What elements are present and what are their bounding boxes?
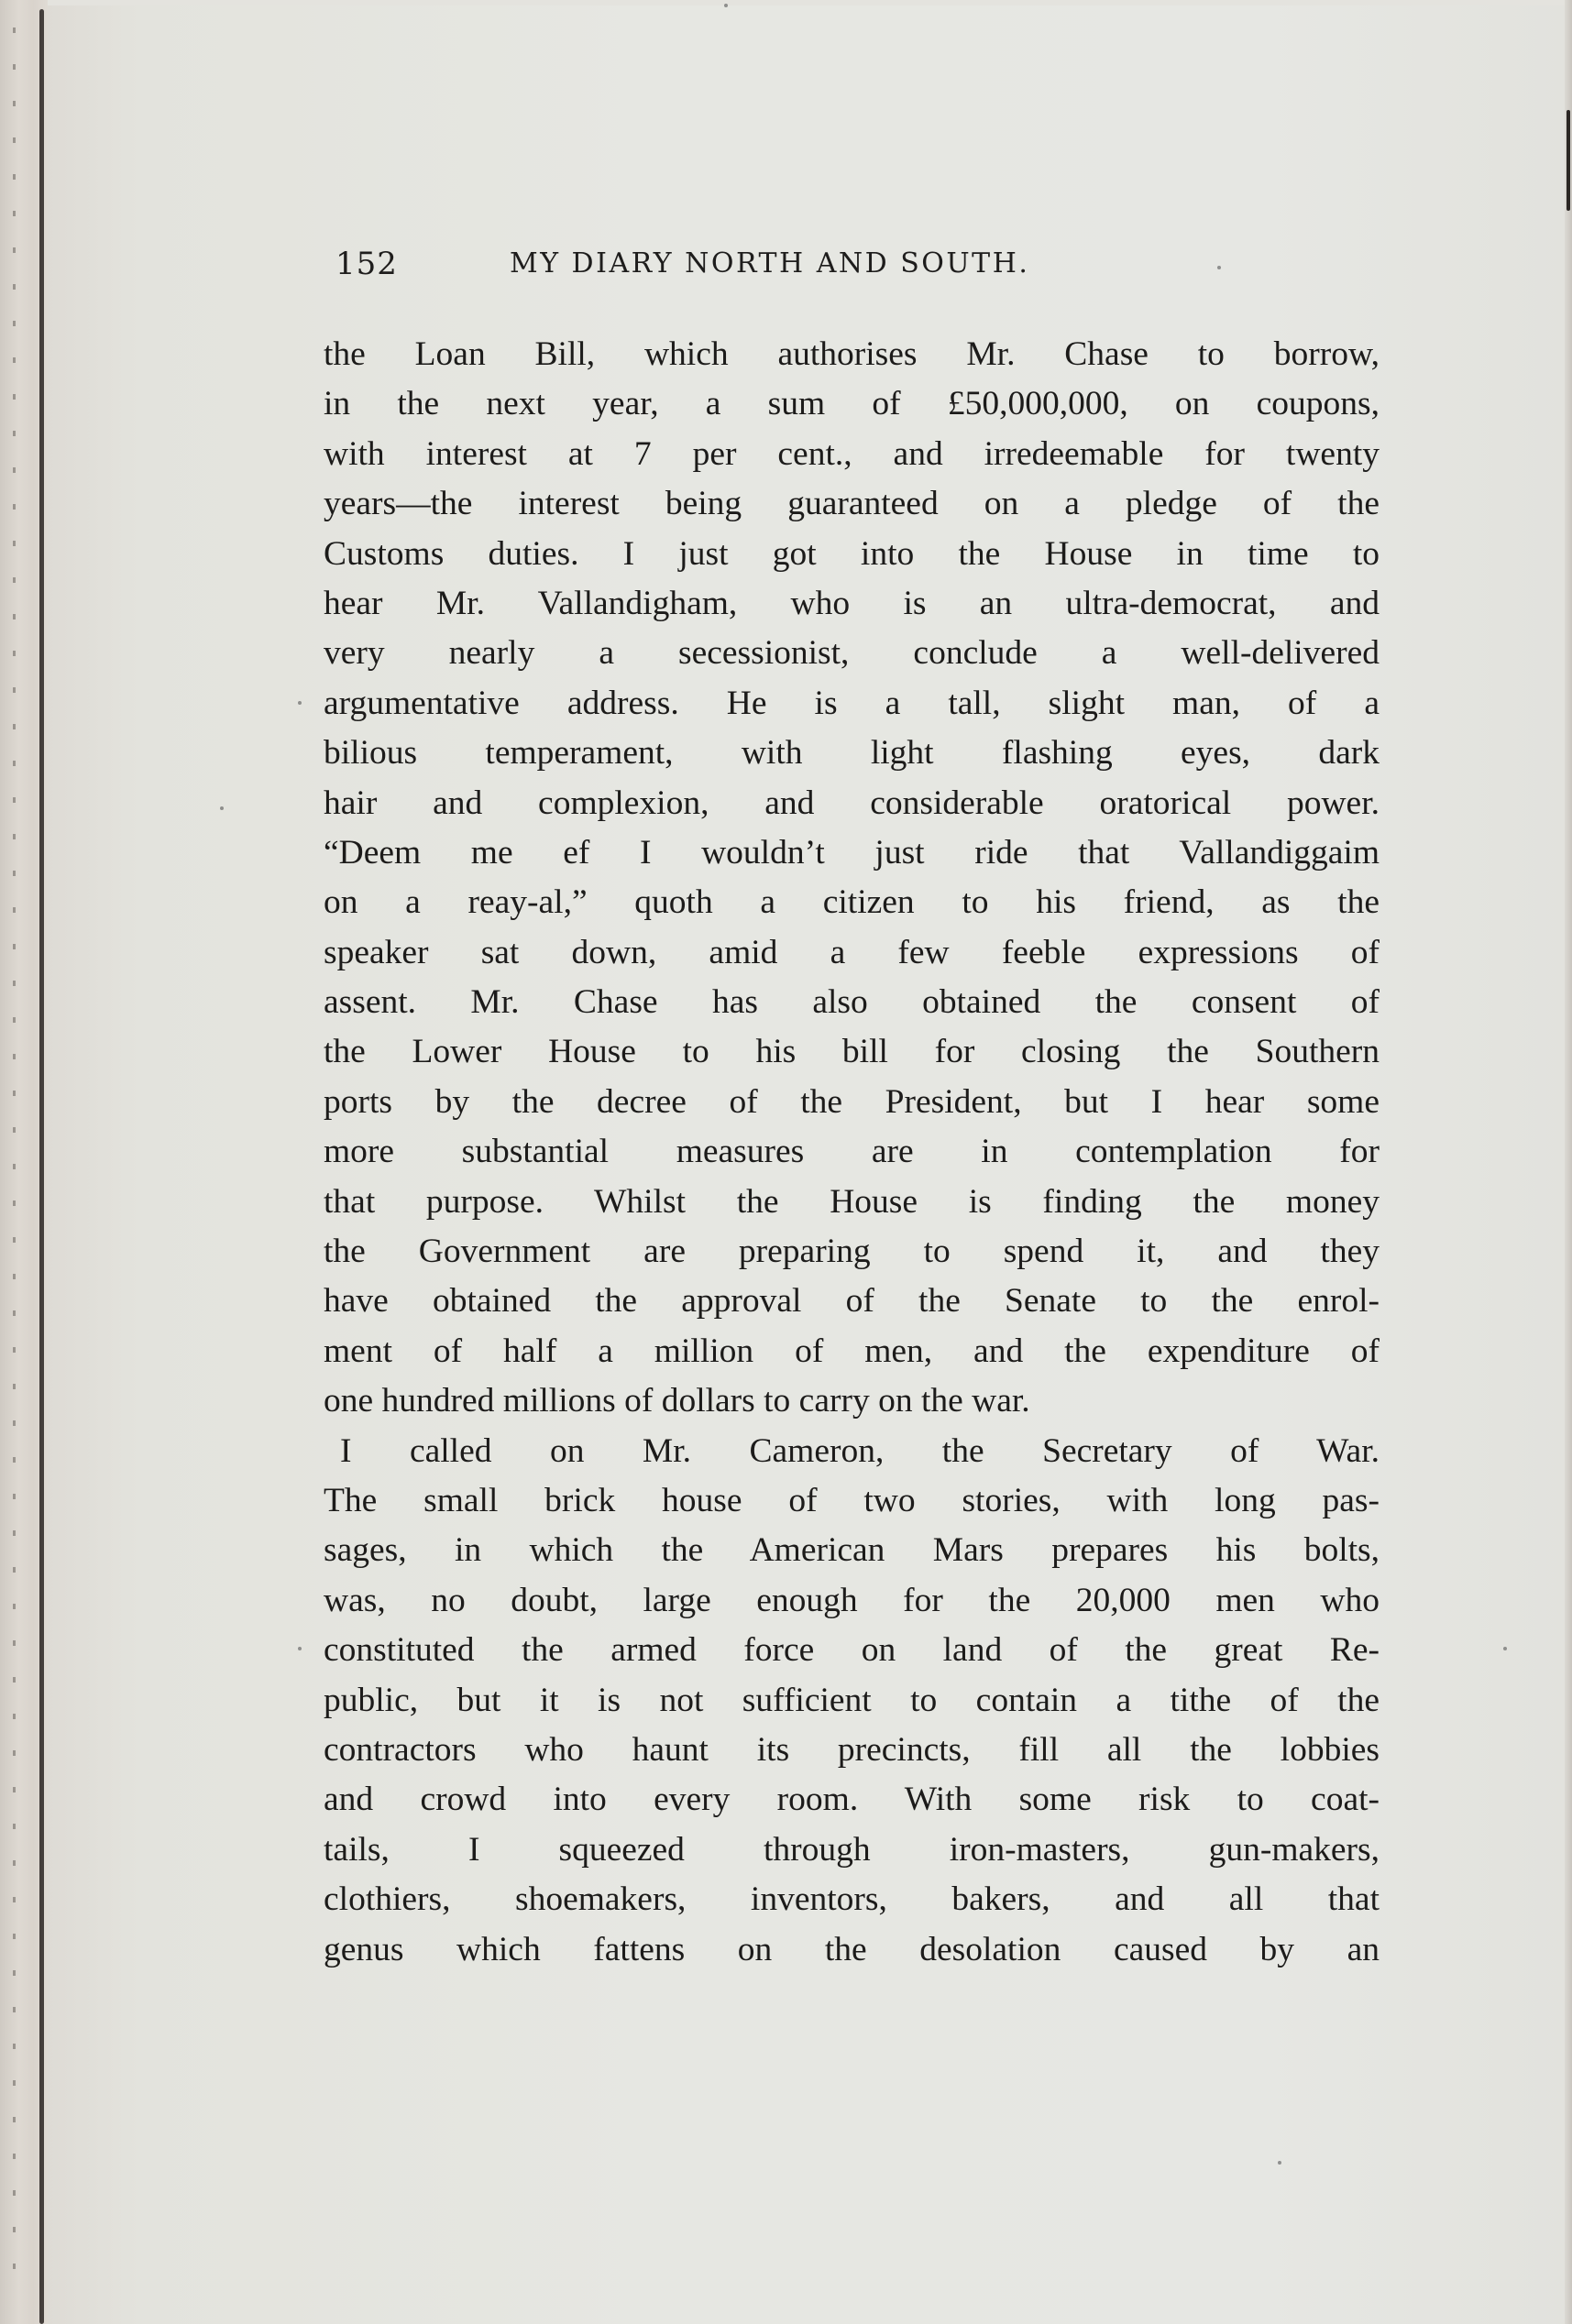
page-number: 152 <box>335 246 398 282</box>
text-line: one hundred millions of dollars to carry on the war. <box>324 1382 1030 1420</box>
paper-speck <box>1278 2161 1281 2165</box>
spine-texture <box>13 27 16 2300</box>
page-header <box>335 246 1380 291</box>
text-line: genus which fattens on the desolation caused by an <box>324 1930 1380 1968</box>
text-line: bilious temperament, with light flashing eyes, dark <box>324 734 1380 773</box>
text-line: I called on Mr. Cameron, the Secretary of War. <box>340 1431 1380 1470</box>
text-line: and crowd into every room. With some risk to coat- <box>324 1781 1380 1819</box>
text-line: was, no doubt, large enough for the 20,000 men who <box>324 1581 1380 1619</box>
text-line: assent. Mr. Chase has also obtained the consent of <box>324 983 1380 1022</box>
text-line: clothiers, shoemakers, inventors, bakers, and all that <box>324 1880 1380 1919</box>
text-line: ports by the decree of the President, but I hear some <box>324 1082 1380 1121</box>
text-line: public, but it is not sufficient to contain a tithe of the <box>324 1681 1380 1719</box>
body-text <box>324 330 1380 1975</box>
text-line: the Loan Bill, which authorises Mr. Chase to borrow, <box>324 335 1380 373</box>
text-line: constituted the armed force on land of the great Re- <box>324 1631 1380 1670</box>
text-line: The small brick house of two stories, with long pas- <box>324 1481 1380 1519</box>
text-line: the Government are preparing to spend it, and they <box>324 1233 1380 1271</box>
page-edge-mark <box>1567 110 1570 211</box>
text-line: hair and complexion, and considerable oratorical power. <box>324 784 1380 822</box>
paper-speck <box>298 701 302 705</box>
text-line: speaker sat down, amid a few feeble expressions of <box>324 933 1380 971</box>
running-head: MY DIARY NORTH AND SOUTH. <box>510 247 1030 280</box>
text-line: more substantial measures are in contemplation for <box>324 1133 1380 1171</box>
text-line: in the next year, a sum of £50,000,000, on coupons, <box>324 385 1380 423</box>
paper-speck <box>724 4 728 7</box>
text-line: years—the interest being guaranteed on a pledge of the <box>324 485 1380 523</box>
text-line: contractors who haunt its precincts, fill all the lobbies <box>324 1730 1380 1769</box>
text-line: argumentative address. He is a tall, slight man, of a <box>324 684 1380 722</box>
text-line: the Lower House to his bill for closing the Southern <box>324 1033 1380 1071</box>
paper-speck <box>220 806 224 810</box>
page-right-edge <box>1565 0 1572 2324</box>
text-line: with interest at 7 per cent., and irredeemable for twenty <box>324 434 1380 473</box>
text-line: Customs duties. I just got into the House in time to <box>324 534 1380 573</box>
paper-speck <box>1503 1647 1507 1650</box>
text-line: ment of half a million of men, and the expenditure of <box>324 1332 1380 1370</box>
text-line: tails, I squeezed through iron-masters, gun-makers, <box>324 1830 1380 1869</box>
book-spine-edge <box>0 0 48 2324</box>
text-line: hear Mr. Vallandigham, who is an ultra-democrat, and <box>324 584 1380 622</box>
text-line: sages, in which the American Mars prepares his bolts, <box>324 1531 1380 1570</box>
text-line: have obtained the approval of the Senate to the enrol- <box>324 1282 1380 1321</box>
page-gutter-line <box>39 9 44 2324</box>
text-line: on a reay-al,” quoth a citizen to his friend, as the <box>324 883 1380 922</box>
text-line: that purpose. Whilst the House is finding the money <box>324 1182 1380 1221</box>
paper-speck <box>298 1647 302 1650</box>
text-line: very nearly a secessionist, conclude a well-delivered <box>324 634 1380 673</box>
text-line: “Deem me ef I wouldn’t just ride that Vallandiggaim <box>324 833 1380 872</box>
